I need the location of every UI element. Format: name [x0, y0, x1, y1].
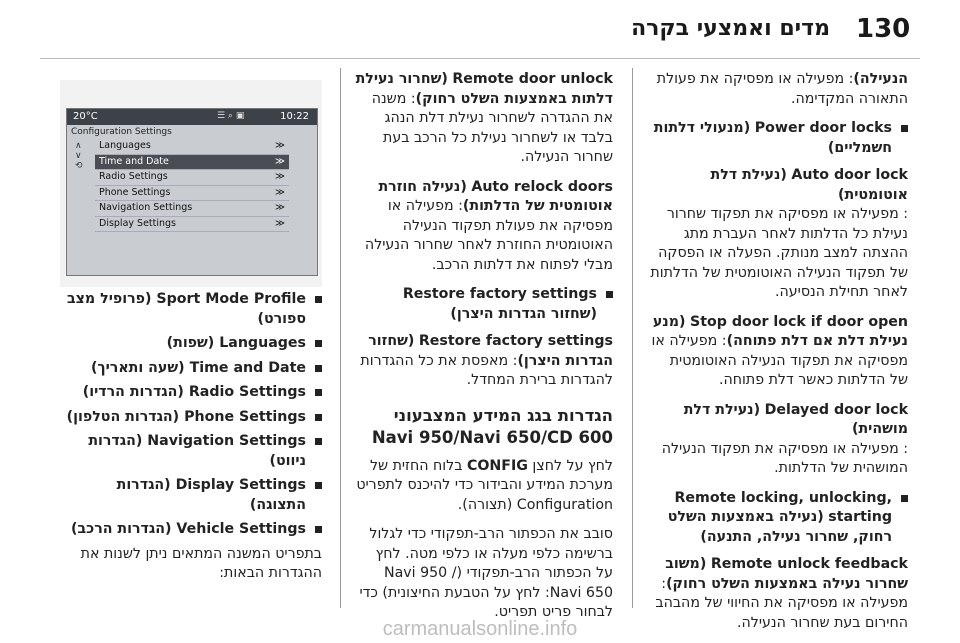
column-middle [355, 70, 613, 633]
screen-title: Configuration Settings [71, 127, 172, 137]
paragraph-config: לחץ על לחצן CONFIG בלוח החזית של מערכת המידע והבידור כדי להיכנס לתפריט Configuration (תצורה). [356, 457, 613, 513]
chevron-icon: ≫ [275, 155, 285, 167]
list-item[interactable]: Phone Settings ≫ [95, 186, 289, 202]
column-divider [632, 68, 633, 608]
status-bar [67, 109, 317, 125]
temperature: 20°C [73, 111, 98, 122]
column-left [60, 290, 322, 594]
sub-remote-door-unlock: Remote door unlock (שחרור נעילת דלתות באמצעות השלט רחוק): משנה את ההגדרה לשחרור נעילת דלת הנהג בלבד או לשחרור נעילת כל הרכב בעת שחרור הנעילה. [355, 71, 613, 165]
paragraph: בתפריט המשנה המתאים ניתן לשנות את ההגדרות הבאות: [80, 545, 322, 581]
list-item[interactable]: Display Settings ≫ [95, 217, 289, 233]
list-item: Sport Mode Profile (פרופיל מצב ספורט) [60, 290, 322, 329]
list-item: Phone Settings (הגדרות הטלפון) [60, 408, 322, 428]
list-item: Navigation Settings (הגדרות ניווט) [60, 432, 322, 471]
sub-delayed-door-lock: Delayed door lock (נעילת דלת מושהית) : מפעילה או מפסיקה את תפקוד הנעילה המושהית של הדלתות. [661, 401, 908, 476]
display-screen [66, 108, 318, 276]
settings-list [95, 139, 289, 232]
page-number: 130 [856, 14, 911, 44]
list-item-selected[interactable]: Time and Date ≫ [95, 155, 289, 171]
sub-restore-factory: Restore factory settings (שחזור הגדרות היצרן): מאפסת את כל ההגדרות להגדרות ברירת המחדל. [360, 333, 613, 388]
status-icons: ☰ ⌕ ▣ [217, 111, 245, 121]
section-heading: הגדרות בגג המידע המצבעוני Navi 950/Navi 650/CD 600 [371, 405, 613, 447]
column-divider [340, 68, 341, 608]
sub-stop-door-lock: Stop door lock if door open (מנע נעילת דלת אם דלת פתוחה): מפעילה או מפסיקה את תפקוד הנעילה האוטומטית של הדלתות כאשר דלת פתוחה. [651, 313, 908, 388]
list-item: Languages (שפות) [60, 334, 322, 354]
page-header [0, 0, 960, 52]
clock: 10:22 [280, 111, 309, 122]
paragraph: הנעילה): מפעילה או מפסיקה את פעולת התאורה המקדימה. [656, 71, 908, 107]
bullet-restore-factory: Restore factory settings (שחזור הגדרות היצרן) [355, 285, 613, 324]
list-item: Radio Settings (הגדרות הרדיו) [60, 383, 322, 403]
chevron-icon: ≫ [275, 202, 285, 213]
bullet-remote-locking: Remote locking, unlocking, starting (נעילה באמצעות השלט רחוק, שחרור נעילה, התנעה) [650, 489, 908, 548]
list-item: Vehicle Settings (הגדרות הרכב) [60, 520, 322, 540]
chevron-icon: ≫ [275, 217, 285, 229]
chevron-icon: ≫ [275, 140, 285, 151]
list-item[interactable]: Navigation Settings ≫ [95, 201, 289, 217]
sub-remote-unlock-feedback: Remote unlock feedback (משוב שחרור נעילה באמצעות השלט רחוק): מפעילה או מפסיקה את החיווי של מהבהב החירום בעת שחרור הנעילה. [655, 556, 908, 631]
bullet-power-door-locks: Power door locks (מנעולי דלתות חשמליים) [650, 119, 908, 158]
paragraph-scroll: סובב את הכפתור הרב-תפקודי כדי לגלול ברשימה כלפי מעלה או כלפי מטה. לחץ על הכפתור הרב-תפקודי (Navi 950 / Navi 650: לחץ על הטבעת החיצונית) כדי לבחור פריט תפריט. [359, 526, 613, 620]
header-rule [40, 58, 920, 59]
list-item[interactable]: Radio Settings ≫ [95, 170, 289, 186]
list-item: Time and Date (שעה ותאריך) [60, 359, 322, 379]
chevron-icon: ≫ [275, 171, 285, 182]
list-item: Display Settings (הגדרות התצוגה) [60, 476, 322, 515]
page-title: מדים ואמצעי בקרה [631, 16, 830, 41]
column-right [650, 70, 908, 643]
screen-figure [60, 80, 322, 287]
sub-auto-door-lock: Auto door lock (נעילת דלת אוטומטית) : מפעילה או מפסיקה את תפקוד שחרור נעילת כל הדלתות לאחר העברת מתג ההצתה למצב מנותק. הפעלה או הפסקה של תפקוד הנעילה האוטומטית של הדלתות לאחר תחילת הנסיעה. [650, 167, 908, 300]
watermark: carmanualsonline.info [382, 618, 578, 640]
sub-auto-relock-doors: Auto relock doors (נעילה חוזרת אוטומטית של הדלתות): מפעילה או מפסיקה את פעולת תפקוד הנעילה האוטומטית החוזרת לאחר שחרור הנעילה מבלי לפתוח את דלתות הרכב. [364, 178, 613, 273]
chevron-icon: ≫ [275, 186, 285, 198]
scroll-arrows-icon[interactable]: ∧ ∨ ⟲ [75, 141, 83, 171]
list-item[interactable]: Languages ≫ [95, 139, 289, 155]
